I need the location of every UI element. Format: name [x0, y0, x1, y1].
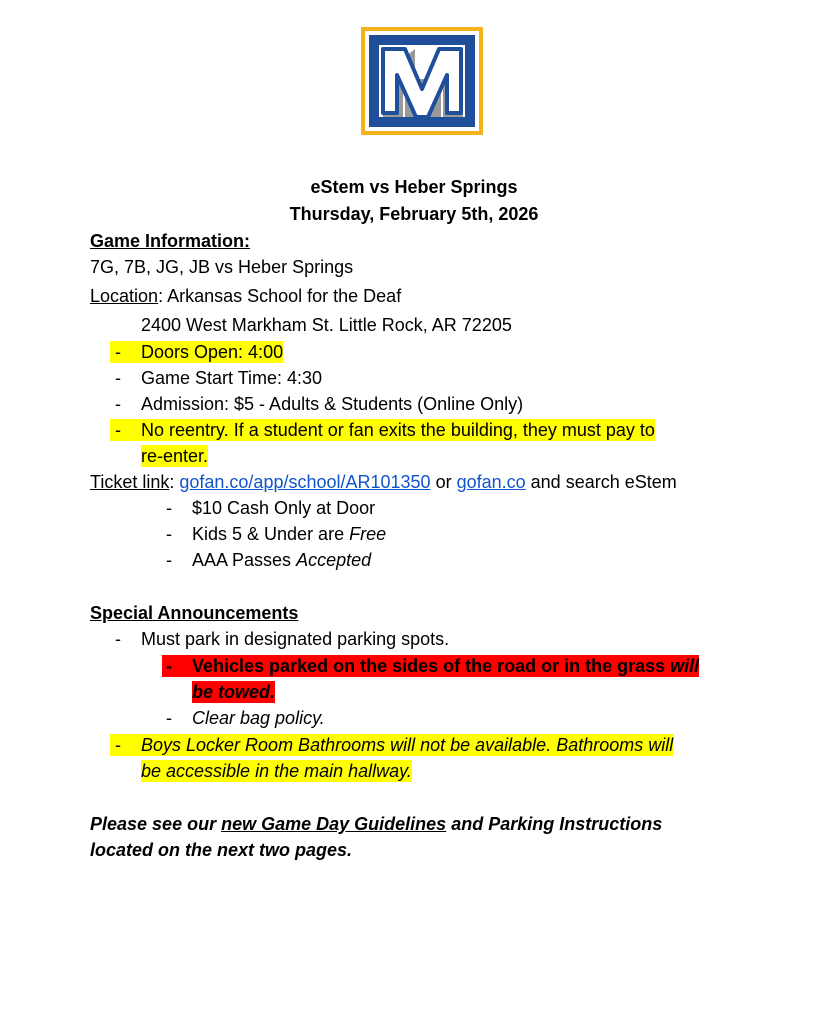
estem-logo — [361, 27, 483, 135]
game-start-time: Game Start Time: 4:30 — [141, 368, 323, 388]
locker-line2: be accessible in the main hallway. — [141, 761, 412, 781]
footer-line1 — [90, 813, 662, 835]
towed-line1 — [192, 655, 699, 677]
location-line — [90, 285, 401, 307]
bullet-doors: - — [110, 341, 141, 363]
address-line: 2400 West Markham St. Little Rock, AR 72205 — [141, 315, 512, 335]
footer-post: and Parking Instructions — [446, 814, 663, 834]
guidelines-link[interactable]: new Game Day Guidelines — [221, 814, 447, 834]
footer-pre: Please see our — [90, 814, 222, 834]
aaa-accepted-word: Accepted — [296, 550, 372, 570]
towed-will: will — [670, 656, 700, 676]
location-value: : Arkansas School for the Deaf — [158, 286, 402, 306]
towed-line2: be towed. — [192, 682, 276, 702]
ticket-colon: : — [169, 472, 180, 492]
kids-free — [192, 523, 386, 545]
bullet-reentry: - — [110, 419, 141, 441]
game-info-heading: Game Information: — [90, 231, 251, 251]
bullet-park: - — [115, 629, 121, 649]
footer-line2: located on the next two pages. — [90, 840, 353, 860]
bullet-aaa: - — [166, 550, 172, 570]
kids-text: Kids 5 & Under are — [192, 524, 350, 544]
bullet-start: - — [115, 368, 121, 388]
bullet-bag: - — [166, 708, 172, 728]
cash-at-door: $10 Cash Only at Door — [192, 498, 376, 518]
reentry-line1: No reentry. If a student or fan exits the building, they must pay to — [141, 420, 655, 440]
event-date: Thursday, February 5th, 2026 — [289, 204, 539, 224]
towed-text: Vehicles parked on the sides of the road or in the grass — [192, 656, 671, 676]
reentry-line2: re-enter. — [141, 446, 209, 466]
bullet-admission: - — [115, 394, 121, 414]
announcements-heading: Special Announcements — [90, 603, 299, 623]
aaa-passes — [192, 549, 371, 571]
ticket-suffix: and search eStem — [525, 472, 677, 492]
aaa-text: AAA Passes — [192, 550, 297, 570]
bullet-cash: - — [166, 498, 172, 518]
bullet-towed: - — [162, 655, 192, 677]
ticket-label: Ticket link — [90, 472, 170, 492]
gofan-link[interactable]: gofan.co — [456, 472, 526, 492]
event-title: eStem vs Heber Springs — [310, 177, 518, 197]
locker-line1: Boys Locker Room Bathrooms will not be available. Bathrooms will — [141, 735, 674, 755]
ticket-line — [90, 471, 677, 493]
kids-free-word: Free — [349, 524, 387, 544]
gofan-school-link[interactable]: gofan.co/app/school/AR101350 — [179, 472, 431, 492]
ticket-or: or — [430, 472, 457, 492]
doors-open: Doors Open: 4:00 — [141, 342, 284, 362]
admission: Admission: $5 - Adults & Students (Online Only) — [141, 394, 524, 414]
park-designated: Must park in designated parking spots. — [141, 629, 450, 649]
bullet-locker: - — [110, 734, 141, 756]
location-label: Location — [90, 286, 159, 306]
clear-bag-policy: Clear bag policy. — [192, 708, 325, 728]
teams-line: 7G, 7B, JG, JB vs Heber Springs — [90, 257, 354, 277]
bullet-kids: - — [166, 524, 172, 544]
